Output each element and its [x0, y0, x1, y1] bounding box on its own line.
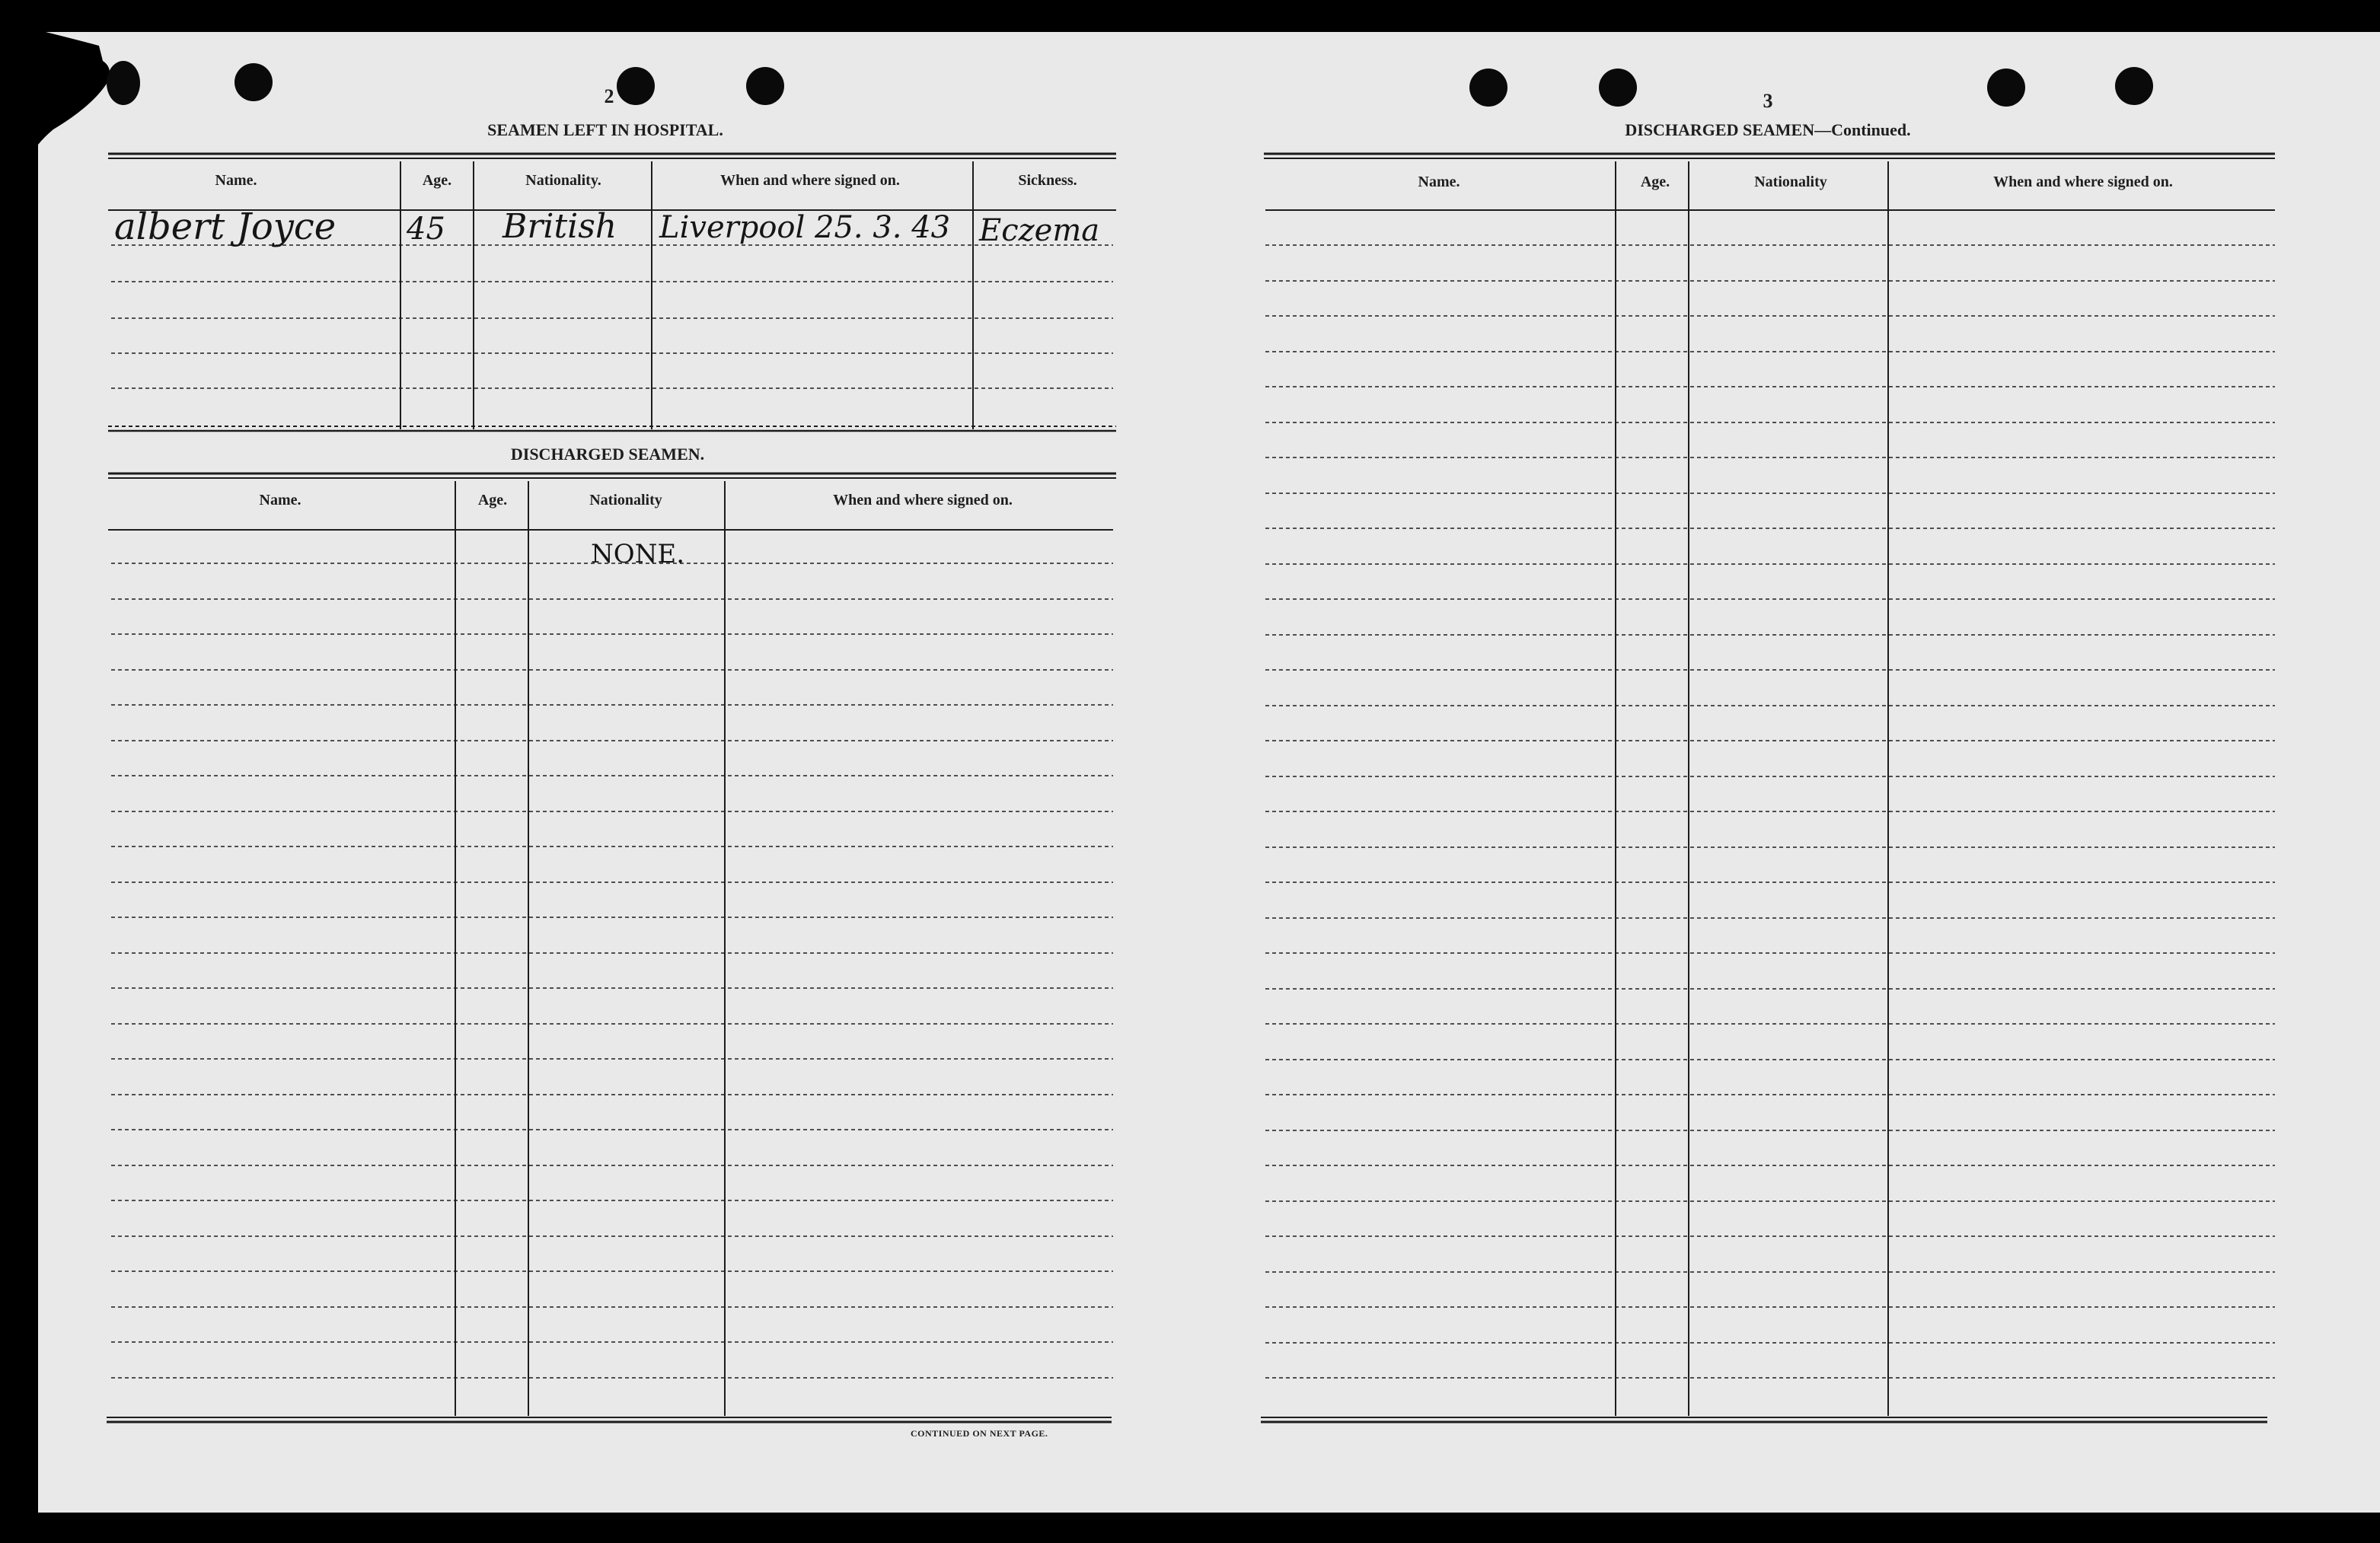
punch-hole [746, 67, 784, 105]
paper-sheet [38, 32, 2380, 1513]
punch-hole [1469, 69, 1507, 107]
punch-hole [2115, 67, 2153, 105]
discharged-header-signed-on: When and where signed on. [833, 492, 1013, 508]
hospital-header-nationality: Nationality. [525, 172, 601, 189]
right-section-title: DISCHARGED SEAMEN—Continued. [1625, 120, 1911, 139]
punch-hole [1599, 69, 1637, 107]
hospital-section-title: SEAMEN LEFT IN HOSPITAL. [487, 120, 723, 139]
page-number: 3 [1763, 90, 1773, 112]
discharged-header-name: Name. [259, 492, 301, 508]
punch-hole [1987, 69, 2025, 107]
right-header-age: Age. [1640, 174, 1670, 190]
discharged-entry: NONE. [591, 539, 685, 569]
discharged-header-nationality: Nationality [589, 492, 662, 508]
punch-hole [617, 67, 655, 105]
right-header-signed-on: When and where signed on. [1993, 174, 2173, 190]
discharged-header-age: Age. [477, 492, 508, 508]
page-number: 2 [604, 85, 614, 107]
hospital-row-name: albert Joyce [114, 206, 337, 248]
hospital-header-name: Name. [215, 172, 257, 189]
hospital-row-sickness: Eczema [979, 213, 1100, 248]
hospital-row-nationality: British [502, 207, 617, 246]
hospital-header-age: Age. [422, 172, 452, 189]
punch-hole [107, 61, 140, 105]
hospital-header-sickness: Sickness. [1018, 172, 1077, 189]
right-header-nationality: Nationality [1754, 174, 1827, 190]
hospital-header-signed-on: When and where signed on. [720, 172, 900, 189]
right-header-name: Name. [1418, 174, 1460, 190]
punch-hole [234, 63, 273, 101]
hospital-row-age: 45 [407, 212, 445, 247]
continued-footer: CONTINUED ON NEXT PAGE. [911, 1428, 1048, 1439]
hospital-row-signed-on: Liverpool 25. 3. 43 [659, 210, 951, 245]
discharged-section-title: DISCHARGED SEAMEN. [510, 445, 705, 464]
